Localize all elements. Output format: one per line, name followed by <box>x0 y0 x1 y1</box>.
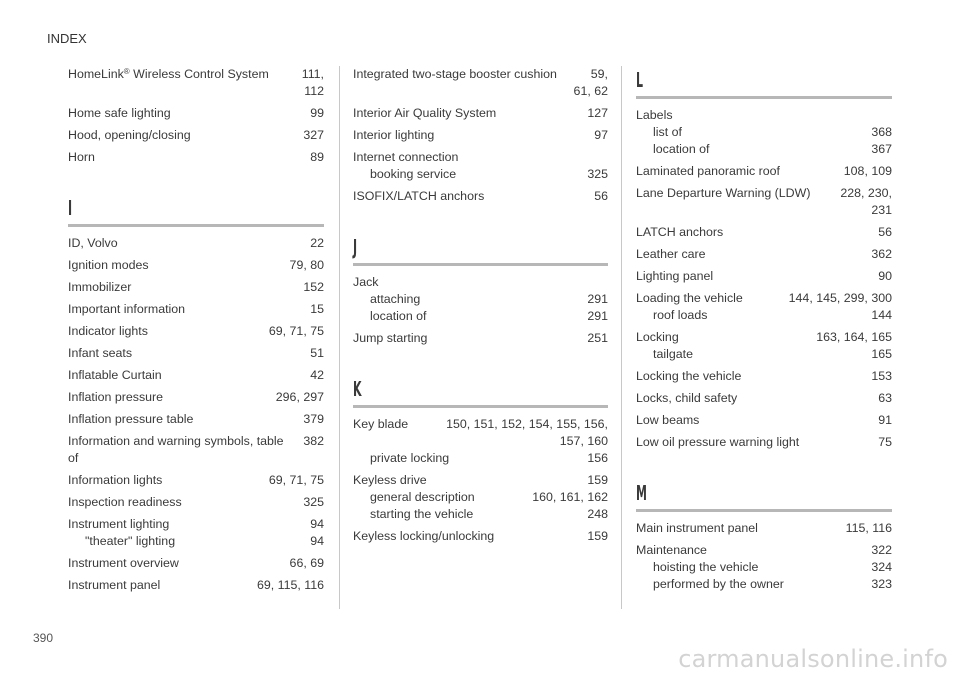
section-rule <box>68 224 324 227</box>
sub-entry: private locking 156 <box>370 451 608 465</box>
sub-entry: starting the vehicle 248 <box>370 507 608 521</box>
index-entry: Locking the vehicle 153 <box>636 369 892 383</box>
index-entry: Locks, child safety 63 <box>636 391 892 405</box>
index-entry: Keyless locking/unlocking 159 <box>353 529 608 543</box>
sub-entry: booking service 325 <box>370 167 608 181</box>
column-divider <box>621 66 622 609</box>
section-heading-j <box>353 235 608 266</box>
index-entry: Important information 15 <box>68 302 324 316</box>
entry-pages-continued: 231 <box>871 203 892 217</box>
entry-pages-continued: 61, 62 <box>573 84 608 98</box>
section-letter: I <box>68 196 73 220</box>
section-letter: K <box>353 377 362 401</box>
section-rule <box>636 96 892 99</box>
section-rule <box>353 405 608 408</box>
index-entry: Inspection readiness 325 <box>68 495 324 509</box>
index-entry: Jump starting 251 <box>353 331 608 345</box>
index-entry: Keyless drive 159 general description 160, 161, 162 starting the vehicle 248 <box>353 473 608 521</box>
sub-entry: hoisting the vehicle 324 <box>653 560 892 574</box>
index-entry: Low oil pressure warning light 75 <box>636 435 892 449</box>
index-entry: Inflation pressure table 379 <box>68 412 324 426</box>
section-letter: J <box>353 235 358 259</box>
index-entry: Locking 163, 164, 165 tailgate 165 <box>636 330 892 361</box>
section-heading-k <box>353 377 608 408</box>
index-entry: Information lights 69, 71, 75 <box>68 473 324 487</box>
index-entry: Ignition modes 79, 80 <box>68 258 324 272</box>
index-entry: Instrument lighting 94 "theater" lighting 94 <box>68 517 324 548</box>
index-entry: Integrated two-stage booster cushion 59, 61, 62 <box>353 67 608 98</box>
index-entry: Horn 89 <box>68 150 324 164</box>
index-column-1 <box>68 66 324 599</box>
index-entry: Immobilizer 152 <box>68 280 324 294</box>
index-entry: Maintenance 322 hoisting the vehicle 324 performed by the owner 323 <box>636 543 892 591</box>
sub-entry: attaching 291 <box>370 292 608 306</box>
sub-entry: roof loads 144 <box>653 308 892 322</box>
sub-entry: tailgate 165 <box>653 347 892 361</box>
index-entry: Leather care 362 <box>636 247 892 261</box>
index-entry: Loading the vehicle 144, 145, 299, 300 roof loads 144 <box>636 291 892 322</box>
sub-entry: location of 291 <box>370 309 608 323</box>
page-header: INDEX <box>47 31 87 46</box>
index-entry: Instrument overview 66, 69 <box>68 556 324 570</box>
entry-term: HomeLink® Wireless Control System <box>68 67 269 81</box>
index-entry: ISOFIX/LATCH anchors 56 <box>353 189 608 203</box>
index-entry: Information and warning symbols, table of 382 <box>68 434 324 465</box>
sub-entry: list of 368 <box>653 125 892 139</box>
section-heading-i <box>68 196 324 227</box>
index-entry: Inflatable Curtain 42 <box>68 368 324 382</box>
index-entry: Interior Air Quality System 127 <box>353 106 608 120</box>
sub-entry: location of 367 <box>653 142 892 156</box>
page-number: 390 <box>33 631 54 645</box>
index-entry: Hood, opening/closing 327 <box>68 128 324 142</box>
index-entry: Key blade 150, 151, 152, 154, 155, 156, 157, 160 private locking 156 <box>353 417 608 465</box>
sub-entry: general description 160, 161, 162 <box>370 490 608 504</box>
index-entry <box>68 66 324 100</box>
entry-pages-continued: 112 <box>304 84 324 98</box>
index-column-3 <box>636 66 892 598</box>
section-letter: M <box>636 481 647 505</box>
column-divider <box>339 66 340 609</box>
index-entry: Main instrument panel 115, 116 <box>636 521 892 535</box>
watermark: carmanualsonline.info <box>678 645 948 673</box>
index-entry: Low beams 91 <box>636 413 892 427</box>
index-entry: Labels list of 368 location of 367 <box>636 108 892 156</box>
index-entry: Interior lighting 97 <box>353 128 608 142</box>
index-entry: Jack attaching 291 location of 291 <box>353 275 608 323</box>
index-entry: ID, Volvo 22 <box>68 236 324 250</box>
index-entry: Lighting panel 90 <box>636 269 892 283</box>
index-entry: Infant seats 51 <box>68 346 324 360</box>
index-entry: Laminated panoramic roof 108, 109 <box>636 164 892 178</box>
index-column-2 <box>353 66 608 550</box>
registered-mark: ® <box>123 67 130 76</box>
sub-entry: "theater" lighting 94 <box>85 534 324 548</box>
section-heading-l <box>636 68 892 99</box>
sub-entry: performed by the owner 323 <box>653 577 892 591</box>
entry-pages: 111, <box>301 67 324 81</box>
section-heading-m <box>636 481 892 512</box>
index-entry: Inflation pressure 296, 297 <box>68 390 324 404</box>
index-entry: Instrument panel 69, 115, 116 <box>68 578 324 592</box>
section-letter: L <box>636 68 644 92</box>
section-rule <box>636 509 892 512</box>
index-entry: Indicator lights 69, 71, 75 <box>68 324 324 338</box>
index-entry: LATCH anchors 56 <box>636 225 892 239</box>
index-entry: Home safe lighting 99 <box>68 106 324 120</box>
index-entry: Internet connection booking service 325 <box>353 150 608 181</box>
entry-pages-continued: 157, 160 <box>559 434 608 448</box>
index-entry: Lane Departure Warning (LDW) 228, 230, 231 <box>636 186 892 217</box>
section-rule <box>353 263 608 266</box>
